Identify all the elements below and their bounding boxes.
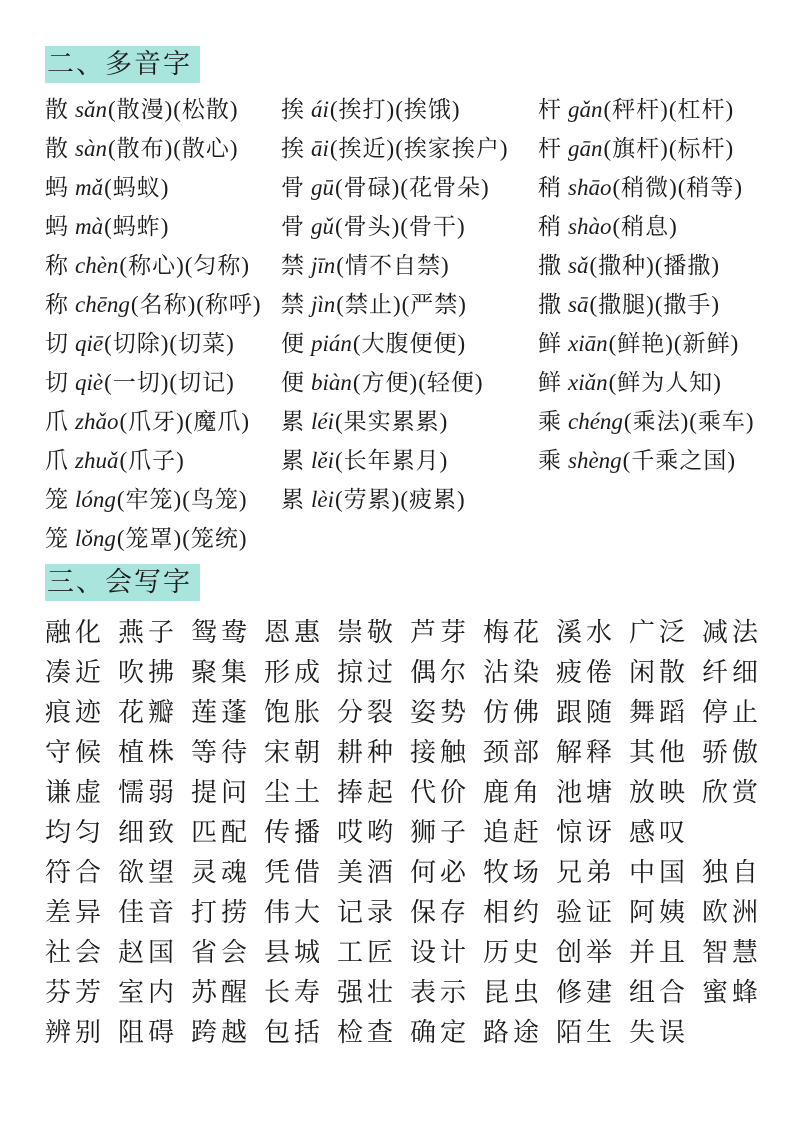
example-words: (旗杆)(标杆)	[603, 136, 735, 161]
word-item: 耕种	[337, 737, 398, 767]
example-words: (名称)(称呼)	[130, 292, 262, 317]
word-row	[45, 970, 775, 1010]
word-row	[45, 610, 775, 650]
word-item: 融化	[45, 617, 106, 647]
word-item: 欧洲	[702, 897, 763, 927]
polyphone-entry	[281, 207, 538, 246]
pinyin: sā	[568, 292, 589, 317]
example-words: (切除)(切菜)	[104, 331, 235, 356]
word-item: 差异	[45, 897, 106, 927]
polyphone-entry	[45, 519, 281, 558]
word-item: 匹配	[191, 817, 252, 847]
headword: 累	[281, 409, 304, 434]
polyphone-entry	[538, 168, 773, 207]
word-item: 懦弱	[118, 777, 179, 807]
word-item: 狮子	[410, 817, 471, 847]
word-item: 阿姨	[629, 897, 690, 927]
word-item: 表示	[410, 977, 471, 1007]
example-words: (一切)(切记)	[104, 370, 235, 395]
headword: 乘	[538, 448, 561, 473]
pinyin: lóng	[75, 487, 116, 512]
word-item: 保存	[410, 897, 471, 927]
word-item: 智慧	[702, 937, 763, 967]
example-words: (千乘之国)	[622, 448, 736, 473]
word-item: 并且	[629, 937, 690, 967]
headword: 挨	[281, 136, 304, 161]
word-item: 放映	[629, 777, 690, 807]
word-item: 闲散	[629, 657, 690, 687]
headword: 称	[45, 253, 68, 278]
word-row	[45, 810, 775, 850]
headword: 挨	[281, 97, 304, 122]
word-item: 池塘	[556, 777, 617, 807]
word-item: 掠过	[337, 657, 398, 687]
pinyin: ái	[311, 97, 329, 122]
word-item: 历史	[483, 937, 544, 967]
polyphone-entry	[281, 168, 538, 207]
pinyin: mà	[75, 214, 104, 239]
word-row	[45, 770, 775, 810]
example-words: (牢笼)(鸟笼)	[116, 487, 248, 512]
headword: 禁	[281, 253, 304, 278]
polyphone-entry	[281, 285, 538, 324]
example-words: (骨头)(骨干)	[335, 214, 466, 239]
word-item: 分裂	[337, 697, 398, 727]
headword: 骨	[281, 175, 304, 200]
word-row	[45, 850, 775, 890]
example-words: (骨碌)(花骨朵)	[335, 175, 490, 200]
word-row	[45, 930, 775, 970]
example-words: (散漫)(松散)	[107, 97, 239, 122]
polyphone-table	[45, 90, 773, 558]
word-item: 陌生	[556, 1017, 617, 1047]
section-title-polyphones-text: 二、多音字	[45, 46, 200, 83]
polyphone-entry	[281, 90, 538, 129]
polyphone-entry	[538, 129, 773, 168]
polyphone-entry	[45, 363, 281, 402]
word-item: 哎哟	[337, 817, 398, 847]
word-item: 赵国	[118, 937, 179, 967]
word-item: 溪水	[556, 617, 617, 647]
example-words: (鲜为人知)	[608, 370, 722, 395]
word-item: 植株	[118, 737, 179, 767]
polyphone-entry	[538, 207, 773, 246]
polyphone-entry	[538, 324, 773, 363]
headword: 骨	[281, 214, 304, 239]
headword: 乘	[538, 409, 561, 434]
pinyin: lǒng	[75, 526, 116, 551]
word-item: 记录	[337, 897, 398, 927]
word-item: 打捞	[191, 897, 252, 927]
section-title-write-words	[45, 564, 773, 600]
word-item: 停止	[702, 697, 763, 727]
headword: 散	[45, 97, 68, 122]
pinyin: jīn	[311, 253, 336, 278]
pinyin: zhuǎ	[75, 448, 119, 473]
polyphone-entry	[281, 480, 538, 519]
headword: 杆	[538, 97, 561, 122]
pinyin: shào	[568, 214, 612, 239]
pinyin: qiē	[75, 331, 104, 356]
pinyin: shāo	[568, 175, 612, 200]
headword: 便	[281, 331, 304, 356]
example-words: (乘法)(乘车)	[623, 409, 755, 434]
pinyin: chèn	[75, 253, 119, 278]
polyphone-entry	[538, 441, 773, 480]
pinyin: gǎn	[568, 97, 603, 122]
word-item: 凑近	[45, 657, 106, 687]
word-item: 细致	[118, 817, 179, 847]
word-item: 感叹	[629, 817, 690, 847]
headword: 禁	[281, 292, 304, 317]
word-item: 芬芳	[45, 977, 106, 1007]
example-words: (笼罩)(笼统)	[116, 526, 248, 551]
word-item: 社会	[45, 937, 106, 967]
headword: 撒	[538, 292, 561, 317]
word-item: 修建	[556, 977, 617, 1007]
word-item: 提问	[191, 777, 252, 807]
word-item: 等待	[191, 737, 252, 767]
polyphone-entry	[538, 90, 773, 129]
word-item: 解释	[556, 737, 617, 767]
word-item: 捧起	[337, 777, 398, 807]
headword: 便	[281, 370, 304, 395]
polyphone-entry	[281, 246, 538, 285]
word-item: 仿佛	[483, 697, 544, 727]
polyphone-column-3	[538, 90, 773, 480]
polyphone-entry	[45, 441, 281, 480]
polyphone-entry	[45, 285, 281, 324]
example-words: (情不自禁)	[336, 253, 450, 278]
word-item: 工匠	[337, 937, 398, 967]
word-item: 设计	[410, 937, 471, 967]
word-item: 吹拂	[118, 657, 179, 687]
word-item: 颈部	[483, 737, 544, 767]
word-item: 骄傲	[702, 737, 763, 767]
word-item: 失误	[629, 1017, 690, 1047]
word-item: 美酒	[337, 857, 398, 887]
word-item: 佳音	[118, 897, 179, 927]
word-item: 守候	[45, 737, 106, 767]
word-item: 鹿角	[483, 777, 544, 807]
word-item: 蜜蜂	[702, 977, 763, 1007]
example-words: (稍微)(稍等)	[612, 175, 744, 200]
headword: 爪	[45, 409, 68, 434]
word-item: 广泛	[629, 617, 690, 647]
headword: 蚂	[45, 214, 68, 239]
polyphone-entry	[45, 168, 281, 207]
example-words: (散布)(散心)	[107, 136, 239, 161]
word-item: 强壮	[337, 977, 398, 1007]
word-item: 确定	[410, 1017, 471, 1047]
pinyin: xiǎn	[568, 370, 608, 395]
polyphone-entry	[45, 480, 281, 519]
headword: 爪	[45, 448, 68, 473]
word-item: 昆虫	[483, 977, 544, 1007]
pinyin: lěi	[311, 448, 334, 473]
headword: 切	[45, 370, 68, 395]
example-words: (鲜艳)(新鲜)	[608, 331, 740, 356]
word-item: 苏醒	[191, 977, 252, 1007]
example-words: (挨打)(挨饿)	[329, 97, 461, 122]
word-item: 减法	[702, 617, 763, 647]
polyphone-entry	[538, 285, 773, 324]
pinyin: gū	[311, 175, 334, 200]
headword: 累	[281, 487, 304, 512]
word-item: 县城	[264, 937, 325, 967]
section-title-write-words-text: 三、会写字	[45, 564, 200, 601]
word-item: 疲倦	[556, 657, 617, 687]
word-item: 伟大	[264, 897, 325, 927]
word-row	[45, 890, 775, 930]
example-words: (蚂蚁)	[104, 175, 170, 200]
pinyin: āi	[311, 136, 329, 161]
word-item: 芦芽	[410, 617, 471, 647]
word-item: 独自	[702, 857, 763, 887]
pinyin: jìn	[311, 292, 336, 317]
polyphone-entry	[281, 363, 538, 402]
headword: 稍	[538, 214, 561, 239]
pinyin: sàn	[75, 136, 107, 161]
word-item: 兄弟	[556, 857, 617, 887]
example-words: (果实累累)	[335, 409, 449, 434]
pinyin: gǔ	[311, 214, 334, 239]
word-item: 阻碍	[118, 1017, 179, 1047]
word-item: 省会	[191, 937, 252, 967]
pinyin: sǎn	[75, 97, 107, 122]
headword: 鲜	[538, 331, 561, 356]
example-words: (方便)(轻便)	[352, 370, 484, 395]
word-item: 灵魂	[191, 857, 252, 887]
word-item: 宋朝	[264, 737, 325, 767]
pinyin: xiān	[568, 331, 608, 356]
pinyin: chēng	[75, 292, 130, 317]
word-item: 纤细	[702, 657, 763, 687]
headword: 称	[45, 292, 68, 317]
word-item: 梅花	[483, 617, 544, 647]
word-item: 燕子	[118, 617, 179, 647]
word-item: 谦虚	[45, 777, 106, 807]
word-item: 路途	[483, 1017, 544, 1047]
pinyin: léi	[311, 409, 334, 434]
headword: 撒	[538, 253, 561, 278]
example-words: (长年累月)	[335, 448, 449, 473]
pinyin: qiè	[75, 370, 104, 395]
polyphone-entry	[45, 324, 281, 363]
example-words: (撒腿)(撒手)	[589, 292, 721, 317]
pinyin: lèi	[311, 487, 334, 512]
pinyin: biàn	[311, 370, 352, 395]
polyphone-entry	[45, 90, 281, 129]
word-item: 符合	[45, 857, 106, 887]
word-item: 长寿	[264, 977, 325, 1007]
word-item: 创举	[556, 937, 617, 967]
word-item: 饱胀	[264, 697, 325, 727]
word-item: 验证	[556, 897, 617, 927]
pinyin: sǎ	[568, 253, 589, 278]
word-item: 痕迹	[45, 697, 106, 727]
headword: 散	[45, 136, 68, 161]
example-words: (爪子)	[119, 448, 185, 473]
pinyin: zhǎo	[75, 409, 119, 434]
pinyin: chéng	[568, 409, 623, 434]
word-item: 鸳鸯	[191, 617, 252, 647]
word-item: 凭借	[264, 857, 325, 887]
word-row	[45, 690, 775, 730]
word-item: 尘土	[264, 777, 325, 807]
word-item: 代价	[410, 777, 471, 807]
word-item: 均匀	[45, 817, 106, 847]
word-item: 相约	[483, 897, 544, 927]
word-row	[45, 650, 775, 690]
word-item: 沾染	[483, 657, 544, 687]
word-item: 偶尔	[410, 657, 471, 687]
polyphone-entry	[281, 402, 538, 441]
polyphone-entry	[281, 441, 538, 480]
headword: 累	[281, 448, 304, 473]
polyphone-entry	[538, 363, 773, 402]
example-words: (稍息)	[612, 214, 678, 239]
example-words: (秤杆)(杠杆)	[603, 97, 735, 122]
polyphone-column-2	[281, 90, 538, 519]
word-item: 牧场	[483, 857, 544, 887]
pinyin: pián	[311, 331, 352, 356]
headword: 鲜	[538, 370, 561, 395]
word-item: 包括	[264, 1017, 325, 1047]
word-item: 跨越	[191, 1017, 252, 1047]
word-item: 检查	[337, 1017, 398, 1047]
word-row	[45, 1010, 775, 1050]
headword: 杆	[538, 136, 561, 161]
word-item: 花瓣	[118, 697, 179, 727]
word-item: 辨别	[45, 1017, 106, 1047]
polyphone-entry	[45, 207, 281, 246]
example-words: (劳累)(疲累)	[335, 487, 466, 512]
headword: 蚂	[45, 175, 68, 200]
polyphone-entry	[45, 129, 281, 168]
word-item: 中国	[629, 857, 690, 887]
word-item: 惊讶	[556, 817, 617, 847]
word-item: 何必	[410, 857, 471, 887]
word-item: 欲望	[118, 857, 179, 887]
polyphone-entry	[281, 129, 538, 168]
word-item: 追赶	[483, 817, 544, 847]
word-item: 接触	[410, 737, 471, 767]
headword: 切	[45, 331, 68, 356]
example-words: (爪牙)(魔爪)	[119, 409, 251, 434]
polyphone-entry	[45, 246, 281, 285]
pinyin: gān	[568, 136, 603, 161]
word-item: 传播	[264, 817, 325, 847]
example-words: (称心)(匀称)	[119, 253, 251, 278]
example-words: (挨近)(挨家挨户)	[329, 136, 509, 161]
polyphone-entry	[45, 402, 281, 441]
word-item: 形成	[264, 657, 325, 687]
pinyin: shèng	[568, 448, 622, 473]
word-item: 组合	[629, 977, 690, 1007]
example-words: (撒种)(播撒)	[589, 253, 721, 278]
example-words: (蚂蚱)	[104, 214, 170, 239]
word-item: 跟随	[556, 697, 617, 727]
word-item: 姿势	[410, 697, 471, 727]
pinyin: mǎ	[75, 175, 104, 200]
example-words: (禁止)(严禁)	[336, 292, 467, 317]
word-item: 舞蹈	[629, 697, 690, 727]
headword: 稍	[538, 175, 561, 200]
word-item: 欣赏	[702, 777, 763, 807]
polyphone-entry	[538, 402, 773, 441]
polyphone-column-1	[45, 90, 281, 558]
section-title-polyphones	[45, 46, 773, 82]
word-row	[45, 730, 775, 770]
headword: 笼	[45, 487, 68, 512]
word-item: 室内	[118, 977, 179, 1007]
polyphone-entry	[538, 246, 773, 285]
word-item: 莲蓬	[191, 697, 252, 727]
headword: 笼	[45, 526, 68, 551]
word-item: 聚集	[191, 657, 252, 687]
word-item: 其他	[629, 737, 690, 767]
word-item: 崇敬	[337, 617, 398, 647]
word-item: 恩惠	[264, 617, 325, 647]
polyphone-entry	[281, 324, 538, 363]
write-words-grid	[45, 610, 773, 1050]
example-words: (大腹便便)	[352, 331, 467, 356]
